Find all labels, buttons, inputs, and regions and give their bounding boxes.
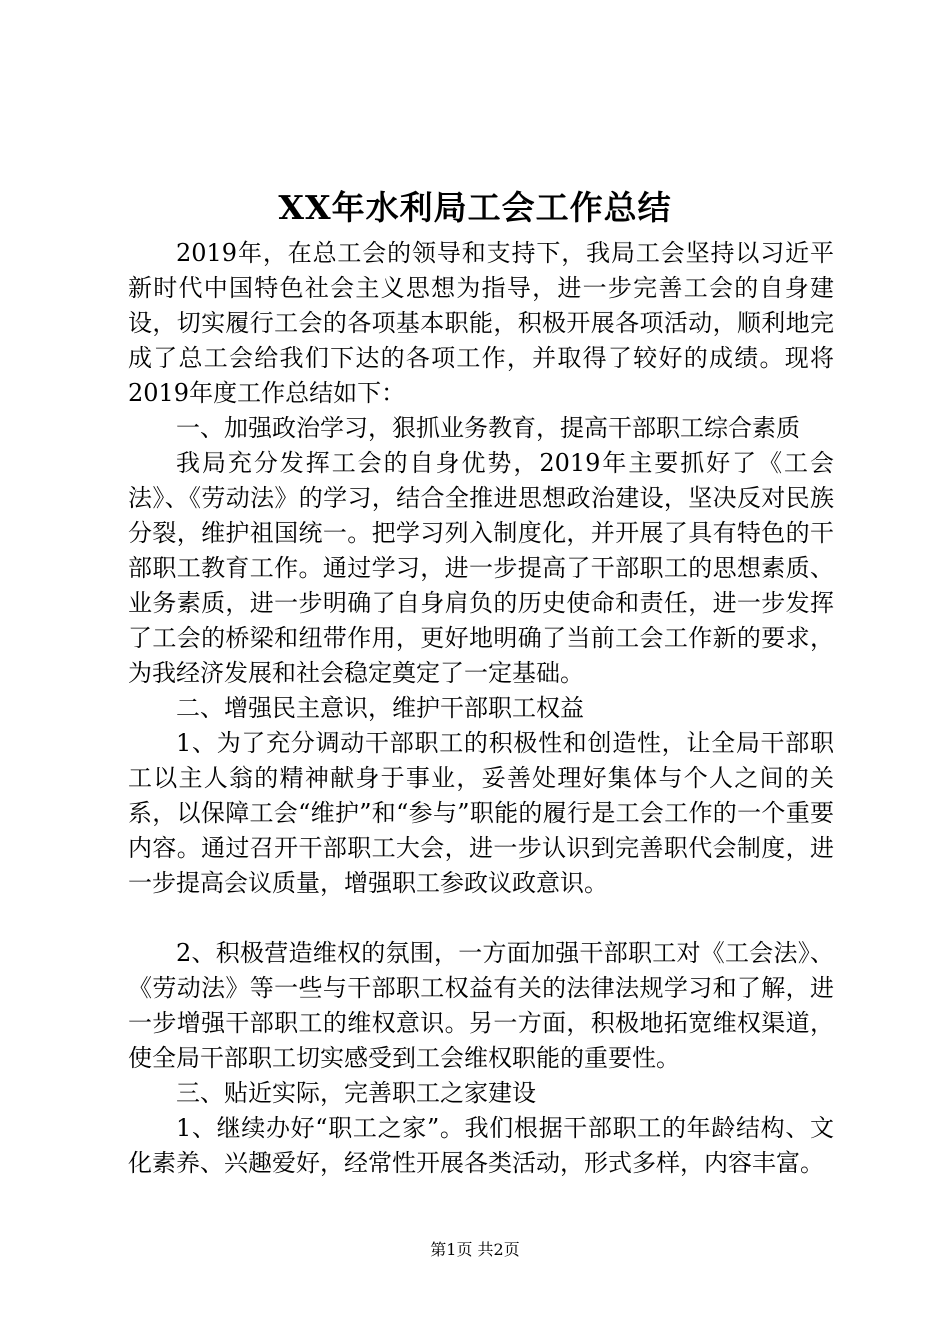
section-heading-1: 一、加强政治学习，狠抓业务教育，提高干部职工综合素质	[176, 414, 800, 442]
section-2-item-2: 2、积极营造维权的氛围，一方面加强干部职工对《工会法》、《劳动法》等一些与干部职工权益有关的法律法规学习和了解，进一步增强干部职工的维权意识。另一方面，积极地拓宽维权渠道，使全局干部职工切实感受到工会维权职能的重要性。	[128, 939, 834, 1072]
intro-paragraph: 2019年，在总工会的领导和支持下，我局工会坚持以习近平新时代中国特色社会主义思想为指导，进一步完善工会的自身建设，切实履行工会的各项基本职能，积极开展各项活动，顺利地完成了总工会给我们下达的各项工作，并取得了较好的成绩。现将2019年度工作总结如下：	[128, 239, 834, 407]
document-title: XX年水利局工会工作总结	[278, 188, 672, 227]
page-footer: 第1页 共2页	[430, 1240, 520, 1259]
section-3-item-1: 1、继续办好“职工之家”。我们根据干部职工的年龄结构、文化素养、兴趣爱好，经常性开展各类活动，形式多样，内容丰富。	[128, 1114, 834, 1177]
document-body	[128, 236, 834, 1181]
section-heading-3: 三、贴近实际，完善职工之家建设	[176, 1079, 536, 1107]
section-heading-2: 二、增强民主意识，维护干部职工权益	[176, 694, 584, 722]
section-2-item-1: 1、为了充分调动干部职工的积极性和创造性，让全局干部职工以主人翁的精神献身于事业，妥善处理好集体与个人之间的关系，以保障工会“维护”和“参与”职能的履行是工会工作的一个重要内容。通过召开干部职工大会，进一步认识到完善职代会制度，进一步提高会议质量，增强职工参政议政意识。	[128, 729, 834, 897]
section-1-paragraph: 我局充分发挥工会的自身优势，2019年主要抓好了《工会法》、《劳动法》的学习，结合全推进思想政治建设，坚决反对民族分裂，维护祖国统一。把学习列入制度化，并开展了具有特色的干部职工教育工作。通过学习，进一步提高了干部职工的思想素质、业务素质，进一步明确了自身肩负的历史使命和责任，进一步发挥了工会的桥梁和纽带作用，更好地明确了当前工会工作新的要求，为我经济发展和社会稳定奠定了一定基础。	[128, 449, 834, 687]
